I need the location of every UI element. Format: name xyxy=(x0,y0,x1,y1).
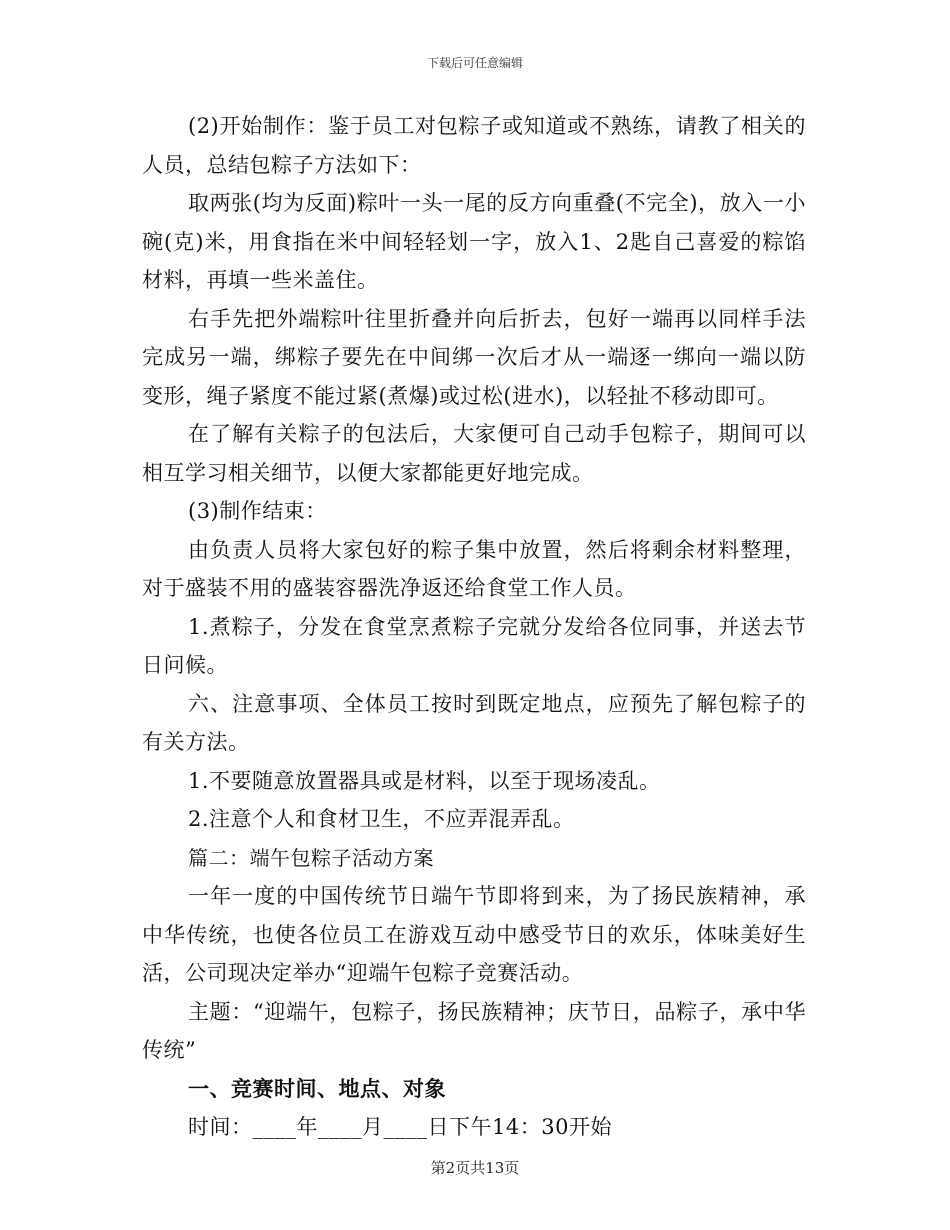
paragraph: 六、注意事项、全体员工按时到既定地点，应预先了解包粽子的有关方法。 xyxy=(142,691,806,754)
document-body xyxy=(142,107,806,1147)
paragraph: (3)制作结束： xyxy=(188,499,327,523)
page-footer: 第2页共13页 xyxy=(430,1159,520,1177)
paragraph: 由负责人员将大家包好的粽子集中放置，然后将剩余材料整理，对于盛装不用的盛装容器洗净返还给食堂工作人员。 xyxy=(142,537,806,600)
paragraph: (2)开始制作：鉴于员工对包粽子或知道或不熟练，请教了相关的人员，总结包粽子方法如下： xyxy=(142,114,806,177)
paragraph: 1.不要随意放置器具或是材料，以至于现场凌乱。 xyxy=(188,768,661,793)
paragraph: 取两张(均为反面)粽叶一头一尾的反方向重叠(不完全)，放入一小碗(克)米，用食指在米中间轻轻划一字，放入1、2匙自己喜爱的粽馅材料，再填一些米盖住。 xyxy=(142,191,806,292)
paragraph: 主题：“迎端午，包粽子，扬民族精神；庆节日，品粽子，承中华传统” xyxy=(142,999,806,1062)
paragraph: 时间：____年____月____日下午14：30开始 xyxy=(188,1115,612,1139)
paragraph: 在了解有关粽子的包法后，大家便可自己动手包粽子，期间可以相互学习相关细节，以便大家都能更好地完成。 xyxy=(142,422,806,485)
paragraph: 一年一度的中国传统节日端午节即将到来，为了扬民族精神，承中华传统，也使各位员工在游戏互动中感受节日的欢乐，体味美好生活，公司现决定举办“迎端午包粽子竞赛活动。 xyxy=(142,884,806,985)
section-heading: 篇二：端午包粽子活动方案 xyxy=(188,845,434,870)
page-header: 下载后可任意编辑 xyxy=(426,56,523,70)
section-heading-bold: 一、竞赛时间、地点、对象 xyxy=(188,1075,446,1101)
paragraph: 2.注意个人和食材卫生，不应弄混弄乱。 xyxy=(188,807,575,831)
paragraph: 1.煮粽子，分发在食堂烹煮粽子完就分发给各位同事，并送去节日问候。 xyxy=(142,614,806,677)
paragraph: 右手先把外端粽叶往里折叠并向后折去，包好一端再以同样手法完成另一端，绑粽子要先在中间绑一次后才从一端逐一绑向一端以防变形，绳子紧度不能过紧(煮爆)或过松(进水)，以轻扯不移动即可。 xyxy=(142,306,806,408)
